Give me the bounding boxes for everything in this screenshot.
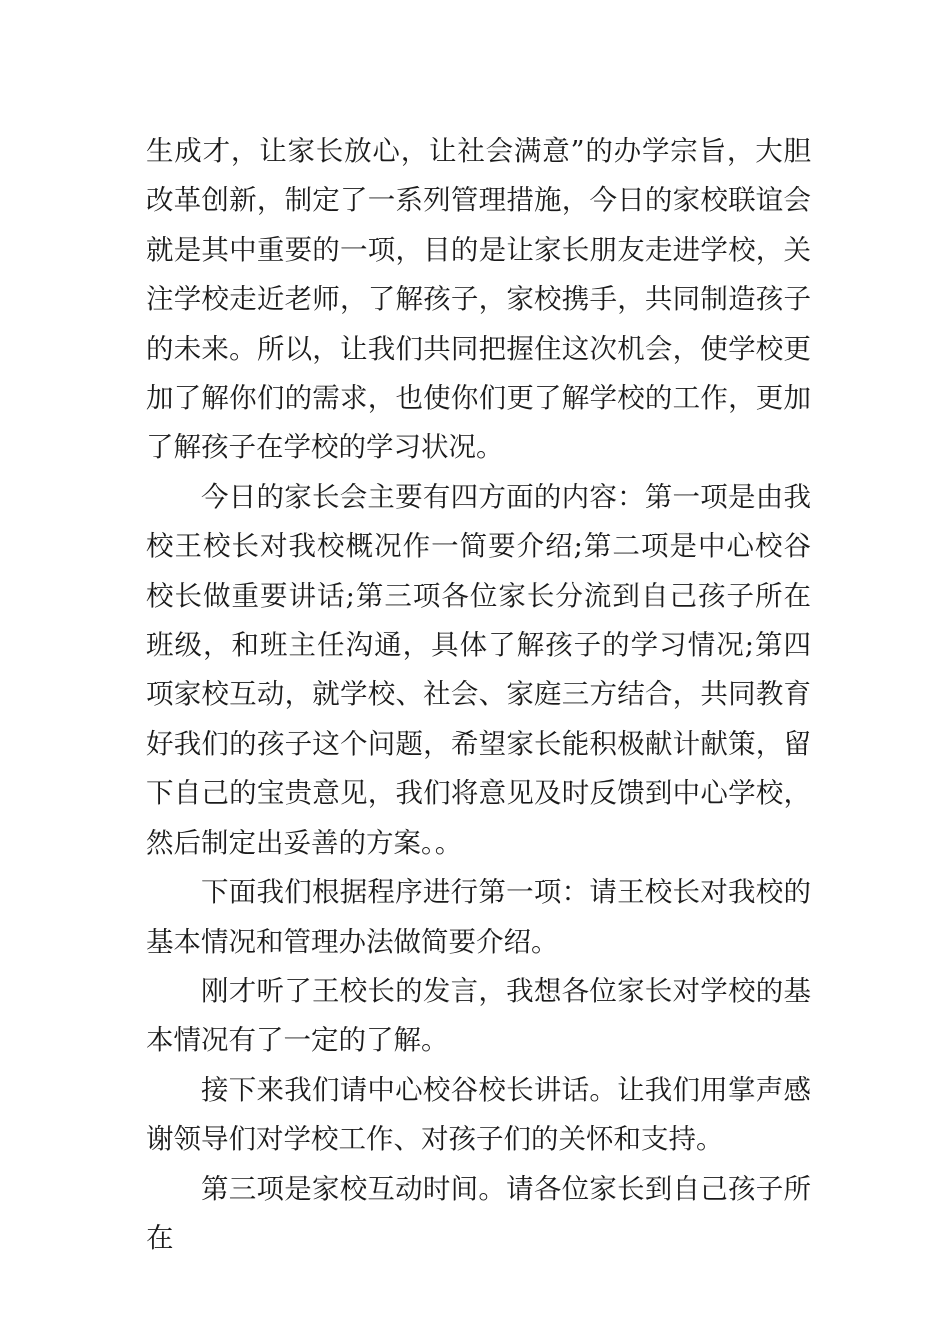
- paragraph-after-principal-speech: 刚才听了王校长的发言，我想各位家长对学校的基本情况有了一定的了解。: [146, 974, 811, 1057]
- paragraph-school-purpose: 生成才，让家长放心，让社会满意”的办学宗旨，大胆改革创新，制定了一系列管理措施，今日的家校联谊会就是其中重要的一项，目的是让家长朋友走进学校，关注学校走近老师，了解孩子，家校携手，共同制造孩子的未来。所以，让我们共同把握住这次机会，使学校更加了解你们的需求，也使你们更了解学校的工作，更加了解孩子在学校的学习状况。: [146, 135, 811, 464]
- paragraph-center-school-speech: 接下来我们请中心校谷校长讲话。让我们用掌声感谢领导们对学校工作、对孩子们的关怀和支持。: [146, 1073, 811, 1156]
- paragraph-meeting-agenda: 今日的家长会主要有四方面的内容：第一项是由我校王校长对我校概况作一简要介绍;第二项是中心校谷校长做重要讲话;第三项各位家长分流到自己孩子所在班级，和班主任沟通，具体了解孩子的学习情况;第四项家校互动，就学校、社会、家庭三方结合，共同教育好我们的孩子这个问题，希望家长能积极献计献策，留下自己的宝贵意见，我们将意见及时反馈到中心学校，然后制定出妥善的方案。。: [146, 480, 811, 859]
- paragraph-third-item: 第三项是家校互动时间。请各位家长到自己孩子所在: [146, 1172, 811, 1254]
- document-body: [146, 127, 811, 1263]
- paragraph-first-item: 下面我们根据程序进行第一项：请王校长对我校的基本情况和管理办法做简要介绍。: [146, 876, 811, 958]
